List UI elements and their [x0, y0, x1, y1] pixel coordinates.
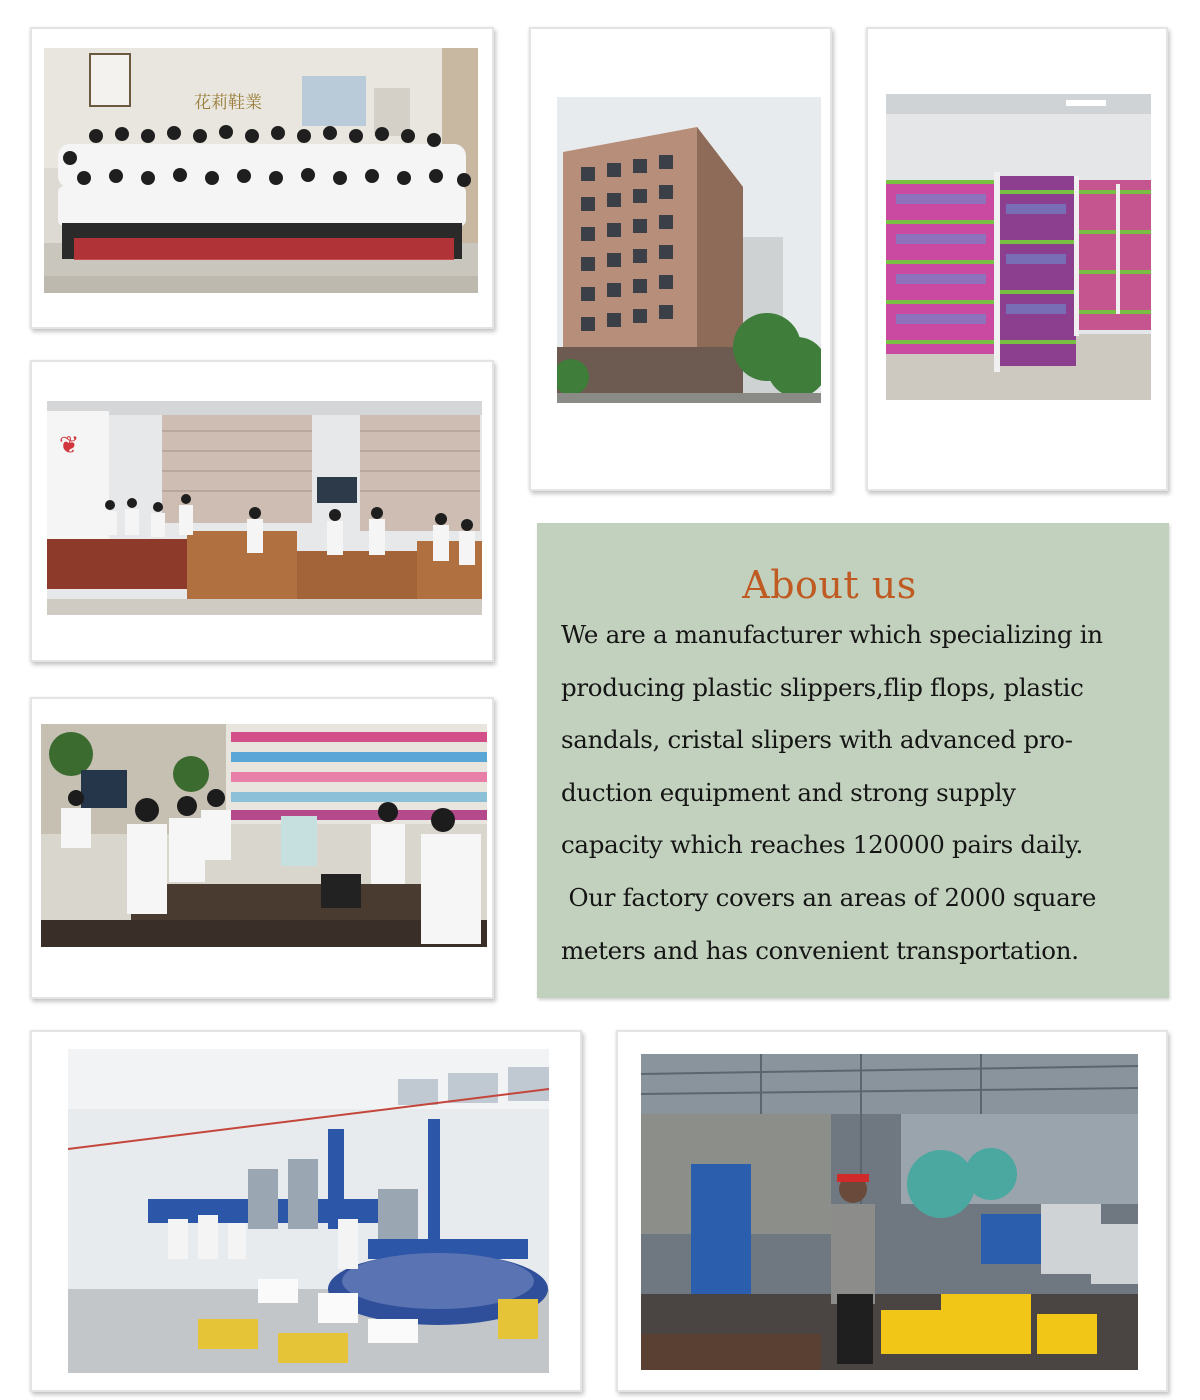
about-us-line: producing plastic slippers,flip flops, plastic	[561, 672, 1084, 702]
about-us-panel	[537, 523, 1169, 998]
svg-text:❦: ❦	[59, 431, 80, 459]
photo-frame-production-line	[30, 1030, 582, 1392]
photo-frame-sales-office	[30, 697, 494, 999]
photo-frame-showroom	[866, 27, 1168, 491]
slipper-showroom-shelves-photo	[886, 94, 1151, 400]
office-meeting-room-photo	[47, 401, 482, 615]
about-us-title: About us	[742, 563, 917, 607]
about-us-line: meters and has convenient transportation.	[561, 935, 1079, 965]
production-line-machines-photo	[68, 1049, 549, 1373]
factory-building-photo	[557, 97, 821, 403]
team-group-photo	[44, 48, 478, 293]
about-us-line: Our factory covers an areas of 2000 square	[561, 882, 1097, 912]
about-us-description	[561, 609, 1161, 977]
company-sign-text: 花莉鞋業	[194, 93, 262, 113]
about-us-line: We are a manufacturer which specializing in	[561, 620, 1103, 649]
photo-frame-team	[30, 27, 494, 329]
about-us-line: duction equipment and strong supply	[561, 777, 1016, 807]
photo-frame-workshop	[616, 1030, 1168, 1392]
sales-office-photo	[41, 724, 487, 947]
about-us-line: capacity which reaches 120000 pairs daily.	[561, 830, 1083, 860]
photo-frame-office	[30, 360, 494, 662]
photo-frame-building	[529, 27, 832, 491]
workshop-worker-photo	[641, 1054, 1138, 1370]
about-us-line: sandals, cristal slipers with advanced pro-	[561, 725, 1073, 755]
